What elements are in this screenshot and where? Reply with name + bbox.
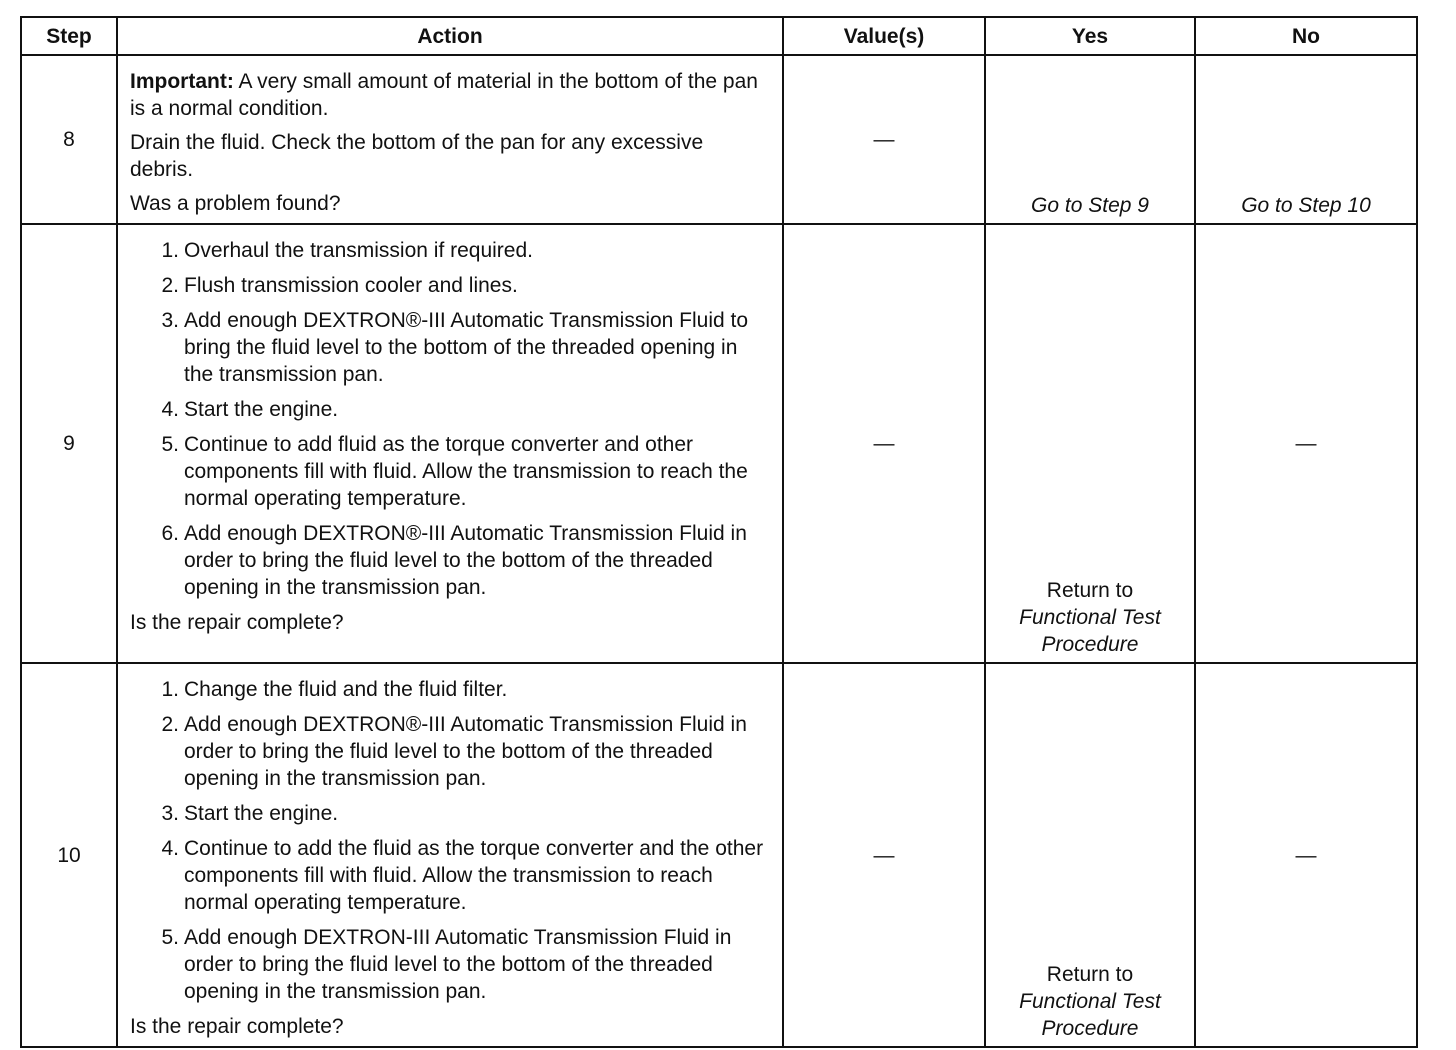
step-number: 8 bbox=[21, 55, 117, 224]
item-text: Change the fluid and the fluid filter. bbox=[184, 678, 508, 701]
yes-return-to: Return to bbox=[1046, 963, 1134, 986]
action-paragraph: Drain the fluid. Check the bottom of the pan for any excessive debris. bbox=[130, 131, 704, 181]
item-text: Start the engine. bbox=[184, 398, 339, 421]
value-cell bbox=[783, 55, 985, 224]
yes-procedure-line: Functional Test bbox=[1019, 606, 1161, 629]
header-values: Value(s) bbox=[783, 17, 985, 55]
no-cell bbox=[1195, 55, 1417, 224]
value-dash: — bbox=[873, 843, 895, 867]
action-question: Is the repair complete? bbox=[130, 611, 344, 634]
value-cell bbox=[783, 663, 985, 1047]
value-cell bbox=[783, 224, 985, 663]
item-text: Add enough DEXTRON®-III Automatic Transmission Fluid in order to bring the fluid level to the bottom of the threaded opening in the transmission pan. bbox=[184, 713, 747, 790]
item-number: 3. bbox=[161, 802, 179, 825]
diagnostic-table bbox=[20, 16, 1418, 1048]
item-text: Continue to add fluid as the torque converter and other components fill with fluid. Allow the transmission to reach the normal operating temperature. bbox=[184, 433, 748, 510]
header-yes: Yes bbox=[985, 17, 1195, 55]
table-row bbox=[21, 663, 1417, 1047]
yes-return-to: Return to bbox=[1046, 579, 1134, 602]
table-row bbox=[21, 224, 1417, 663]
value-dash: — bbox=[873, 128, 895, 151]
step-number: 10 bbox=[21, 663, 117, 1047]
action-list bbox=[130, 237, 768, 601]
action-cell bbox=[117, 224, 783, 663]
no-dash: — bbox=[1295, 432, 1317, 455]
action-cell bbox=[117, 55, 783, 224]
item-text: Flush transmission cooler and lines. bbox=[184, 274, 518, 297]
important-label: Important: bbox=[130, 70, 234, 93]
item-number: 5. bbox=[161, 433, 179, 456]
header-no: No bbox=[1195, 17, 1417, 55]
no-link: Go to Step 10 bbox=[1241, 194, 1371, 217]
yes-cell bbox=[985, 224, 1195, 663]
yes-procedure-line: Procedure bbox=[1041, 1017, 1139, 1040]
no-cell bbox=[1195, 224, 1417, 663]
step-number: 9 bbox=[21, 224, 117, 663]
item-text: Overhaul the transmission if required. bbox=[184, 239, 533, 262]
item-text: Start the engine. bbox=[184, 802, 339, 825]
list-item bbox=[130, 676, 768, 703]
no-cell bbox=[1195, 663, 1417, 1047]
item-number: 3. bbox=[161, 309, 179, 332]
item-text: Add enough DEXTRON®-III Automatic Transmission Fluid in order to bring the fluid level to the bottom of the threaded opening in the transmission pan. bbox=[184, 522, 747, 599]
item-text: Add enough DEXTRON®-III Automatic Transmission Fluid to bring the fluid level to the bottom of the threaded opening in the transmission pan. bbox=[184, 309, 749, 386]
item-number: 2. bbox=[161, 713, 179, 736]
list-item bbox=[130, 924, 768, 1005]
list-item bbox=[130, 800, 768, 827]
important-text: A very small amount of material in the bottom of the pan is a normal condition. bbox=[130, 70, 758, 120]
yes-procedure-line: Functional Test bbox=[1019, 990, 1161, 1013]
header-action: Action bbox=[117, 17, 783, 55]
value-dash: — bbox=[873, 432, 895, 455]
list-item bbox=[130, 237, 768, 264]
yes-cell bbox=[985, 55, 1195, 224]
list-item bbox=[130, 307, 768, 388]
item-number: 4. bbox=[161, 837, 179, 860]
yes-procedure-line: Procedure bbox=[1041, 633, 1139, 656]
item-text: Add enough DEXTRON-III Automatic Transmission Fluid in order to bring the fluid level to the bottom of the threaded opening in the transmission pan. bbox=[184, 926, 732, 1003]
list-item bbox=[130, 431, 768, 512]
important-note bbox=[130, 68, 768, 122]
yes-cell bbox=[985, 663, 1195, 1047]
item-number: 1. bbox=[161, 678, 179, 701]
list-item bbox=[130, 711, 768, 792]
item-number: 5. bbox=[161, 926, 179, 949]
item-text: Continue to add the fluid as the torque converter and the other components fill with fluid. Allow the transmission to reach normal operating temperature. bbox=[184, 837, 764, 914]
action-list bbox=[130, 676, 768, 1005]
header-row bbox=[21, 17, 1417, 55]
yes-link: Go to Step 9 bbox=[1031, 194, 1149, 217]
item-number: 4. bbox=[161, 398, 179, 421]
table-row bbox=[21, 55, 1417, 224]
action-question: Is the repair complete? bbox=[130, 1015, 344, 1038]
no-dash: — bbox=[1295, 843, 1317, 867]
item-number: 1. bbox=[161, 239, 179, 262]
header-step: Step bbox=[21, 17, 117, 55]
list-item bbox=[130, 272, 768, 299]
item-number: 2. bbox=[161, 274, 179, 297]
action-cell bbox=[117, 663, 783, 1047]
list-item bbox=[130, 396, 768, 423]
list-item bbox=[130, 835, 768, 916]
action-question: Was a problem found? bbox=[130, 192, 341, 215]
list-item bbox=[130, 520, 768, 601]
item-number: 6. bbox=[161, 522, 179, 545]
